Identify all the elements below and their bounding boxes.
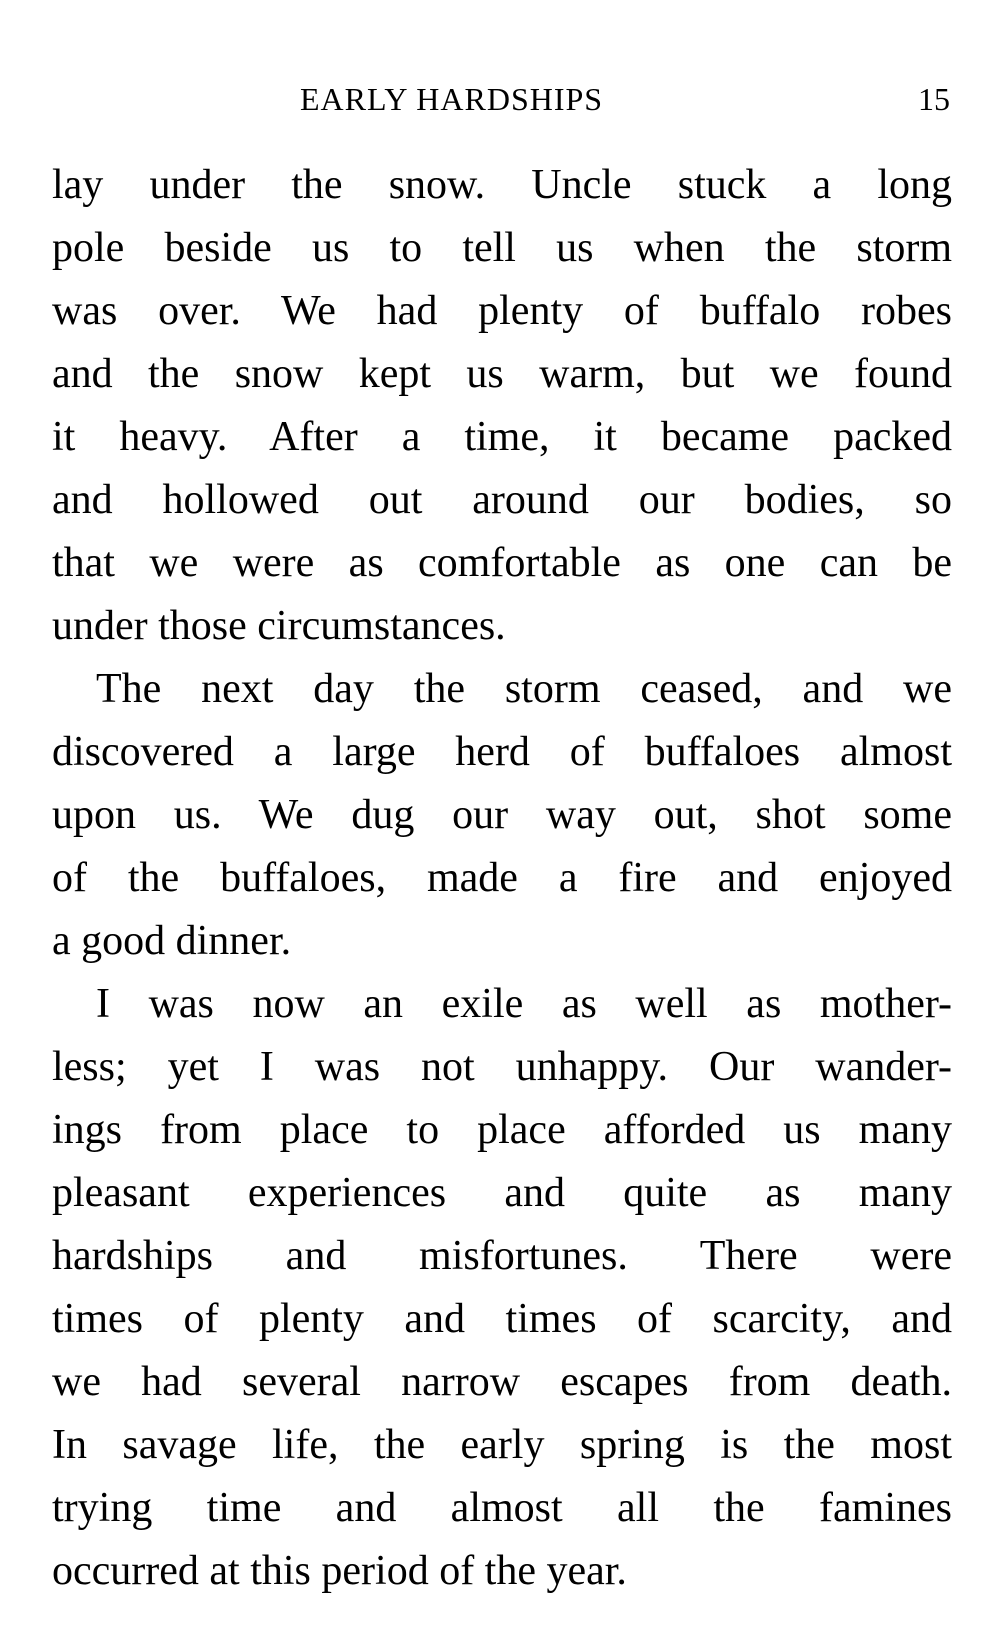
text-line: lay under the snow. Uncle stuck a long [52,162,952,208]
text-line: times of plenty and times of scarcity, and [52,1296,952,1342]
page-number: 15 [918,81,950,117]
running-head [52,74,952,124]
text-line: was over. We had plenty of buffalo robes [52,288,952,334]
text-line: we had several narrow escapes from death. [52,1359,952,1405]
text-line: of the buffaloes, made a fire and enjoyed [52,855,952,901]
text-line: In savage life, the early spring is the most [52,1422,952,1468]
text-line: occurred at this period of the year. [52,1548,627,1594]
paragraph-start-line: I was now an exile as well as mother- [96,981,952,1027]
text-line: a good dinner. [52,918,292,964]
body-text [52,154,952,1603]
text-line: less; yet I was not unhappy. Our wander- [52,1044,952,1090]
paragraph-start-line: The next day the storm ceased, and we [96,666,952,712]
text-line: ings from place to place afforded us many [52,1107,952,1153]
text-line: pole beside us to tell us when the storm [52,225,952,271]
text-line: trying time and almost all the famines [52,1485,952,1531]
text-line: it heavy. After a time, it became packed [52,414,952,460]
text-line: under those circumstances. [52,603,506,649]
text-line: and hollowed out around our bodies, so [52,477,952,523]
text-line: discovered a large herd of buffaloes almost [52,729,952,775]
text-line: upon us. We dug our way out, shot some [52,792,952,838]
text-line: and the snow kept us warm, but we found [52,351,952,397]
text-line: pleasant experiences and quite as many [52,1170,952,1216]
text-line: hardships and misfortunes. There were [52,1233,952,1279]
text-line: that we were as comfortable as one can be [52,540,952,586]
running-title: EARLY HARDSHIPS [300,81,604,117]
